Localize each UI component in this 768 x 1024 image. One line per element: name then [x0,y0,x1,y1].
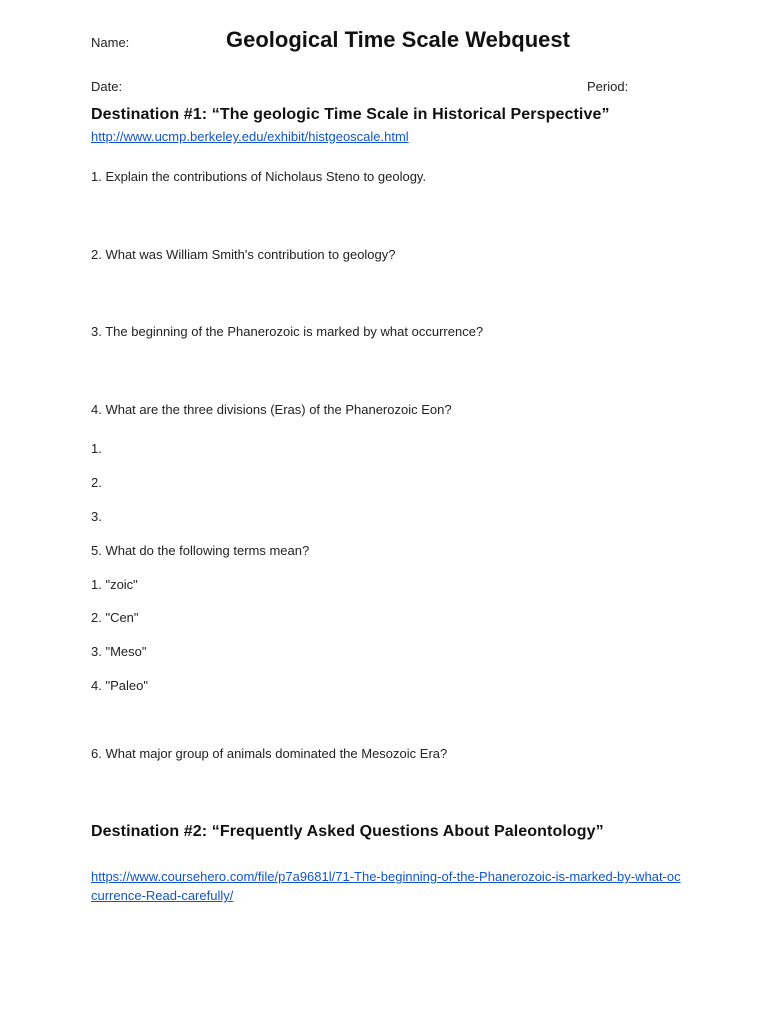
destination-2-heading: Destination #2: “Frequently Asked Questions About Paleontology” [91,823,604,840]
question-5: 5. What do the following terms mean? [91,543,310,558]
question-3: 3. The beginning of the Phanerozoic is marked by what occurrence? [91,324,484,339]
destination-1-link[interactable]: http://www.ucmp.berkeley.edu/exhibit/histgeoscale.html [91,129,409,144]
q5-term-meso: 3. "Meso" [91,644,147,659]
q5-term-zoic: 1. "zoic" [91,577,138,592]
question-1: 1. Explain the contributions of Nicholaus Steno to geology. [91,169,427,184]
q4-answer-1: 1. [91,441,102,456]
date-label: Date: [91,79,123,94]
name-label: Name: [91,35,130,50]
question-2: 2. What was William Smith's contribution to geology? [91,247,396,262]
q4-answer-3: 3. [91,509,102,524]
destination-1-heading: Destination #1: “The geologic Time Scale in Historical Perspective” [91,106,610,123]
q5-term-paleo: 4. "Paleo" [91,678,148,693]
question-4: 4. What are the three divisions (Eras) of the Phanerozoic Eon? [91,402,452,417]
q5-term-cen: 2. "Cen" [91,610,139,625]
q4-answer-2: 2. [91,475,102,490]
page-title: Geological Time Scale Webquest [226,27,570,52]
destination-2-link[interactable]: https://www.coursehero.com/file/p7a9681l/71-The-beginning-of-the-Phanerozoic-is-marked-by-what-occurrence-Read-carefully/ [91,869,681,903]
question-6: 6. What major group of animals dominated the Mesozoic Era? [91,746,448,761]
period-label: Period: [587,79,629,94]
